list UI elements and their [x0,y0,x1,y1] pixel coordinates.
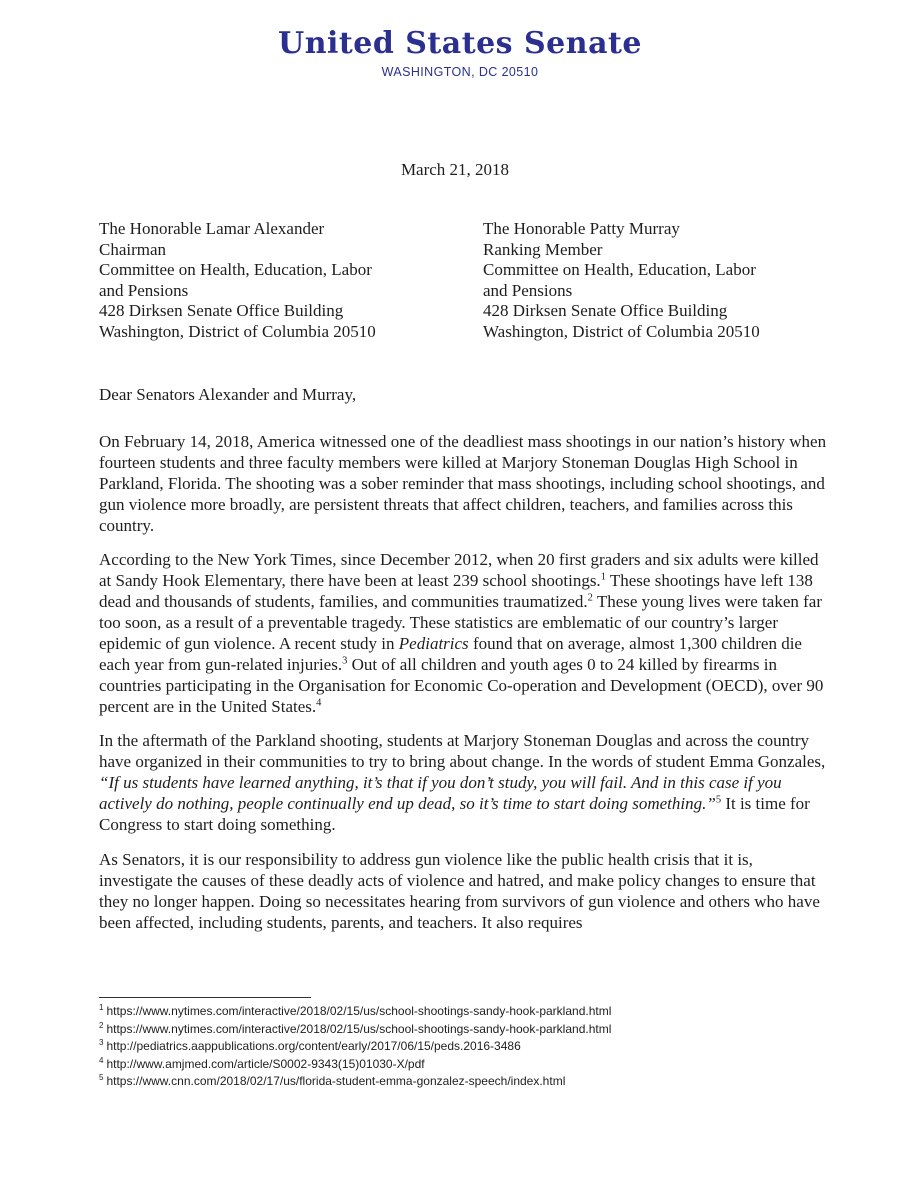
footnote: $^3$ http://pediatrics.aappublications.org/content/early/2017/06/15/peds.2016-3486 [99,1038,521,1054]
footnotes [99,1003,611,1091]
paragraph-4: As Senators, it is our responsibility to address gun violence like the public health crisis that it is, investigate the causes of these deadly acts of violence and hatred, and make policy changes to ensure that they no longer happen. Doing so necessitates hearing from survivors of gun violence and others who have been affected, including students, parents, and teachers. It also requires [99,850,820,932]
footnote-ref: 2 [587,592,593,604]
footnote: $^1$ https://www.nytimes.com/interactive/2018/02/15/us/school-shootings-sandy-hook-parkland.html [99,1003,612,1018]
paragraph-1: On February 14, 2018, America witnessed one of the deadliest mass shootings in our nation’s history when fourteen students and three faculty members were killed at Marjory Stoneman Douglas High School in Parkland, Florida. The shooting was a sober reminder that mass shootings, including school shootings, and gun violence more broadly, are persistent threats that affect children, teachers, and families across this country. [99,432,827,535]
footnote: $^4$ http://www.amjmed.com/article/S0002-9343(15)01030-X/pdf [99,1055,425,1071]
recipient-committee: Committee on Health, Education, Labor [483,260,756,279]
recipient-committee-cont: and Pensions [99,280,189,300]
footnote: $^2$ https://www.nytimes.com/interactive/2018/02/15/us/school-shootings-sandy-hook-parkland.html [99,1020,612,1036]
footnote: $^5$ https://www.cnn.com/2018/02/17/us/florida-student-emma-gonzalez-speech/index.html [99,1073,566,1089]
letter-date: March 21, 2018 [400,160,510,179]
footnote-link: https://www.nytimes.com/interactive/2018/02/15/us/school-shootings-sandy-hook-parkland.html [106,1021,612,1036]
recipient-title: Chairman [99,239,167,259]
footnote-ref: 3 [342,655,348,667]
footnote-ref: 1 [600,571,606,583]
recipient-building: 428 Dirksen Senate Office Building [99,301,344,320]
footnote-link: http://www.amjmed.com/article/S0002-9343(15)01030-X/pdf [106,1056,425,1071]
recipient-city: Washington, District of Columbia 20510 [99,321,376,341]
journal-title: Pediatrics [398,634,469,653]
recipient-title: Ranking Member [483,239,603,259]
recipient-committee: Committee on Health, Education, Labor [99,260,372,279]
footnote-ref: 5 [715,794,722,806]
letterhead-title: United States Senate [278,26,642,61]
footnote-link: https://www.cnn.com/2018/02/17/us/florida-student-emma-gonzalez-speech/index.html [106,1074,566,1089]
paragraph-3: In the aftermath of the Parkland shooting, students at Marjory Stoneman Douglas and across the country have organized in their communities to try to bring about change. In the words of student Emma Gonzales, “If us students have learned anything, it’s that if you don’t study, you will fail. And in this case if you actively do nothing, people continually end up dead, so it’s time to start doing something.”$^5$ It is time for Congress to start doing something. [99,731,826,834]
recipient-city: Washington, District of Columbia 20510 [483,321,760,341]
student-quote: “If us students have learned anything, it’s that if you don’t study, you will fail. And in this case if you actively do nothing, people continually end up dead, so it’s time to start doing something.” [99,773,782,813]
footnote-divider [99,997,311,998]
footnote-ref: 4 [316,697,322,709]
footnote-link: https://www.nytimes.com/interactive/2018/02/15/us/school-shootings-sandy-hook-parkland.html [106,1004,612,1018]
recipient-committee-cont: and Pensions [483,280,573,300]
letterhead [0,26,920,80]
paragraph-2: According to the New York Times, since December 2012, when 20 first graders and six adults were killed at Sandy Hook Elementary, there have been at least 239 school shootings.$^1$ These shootings have left 138 dead and thousands of students, families, and communities traumatized.$^2$ These young lives were taken far too soon, as a result of a preventable tragedy. These statistics are emblematic of our country’s larger epidemic of gun violence. A recent study in Pediatrics found that on average, almost 1,300 children die each year from gun-related injuries.$^3$ Out of all children and youth ages 0 to 24 killed by firearms in countries participating in the Organisation for Economic Co-operation and Development (OECD), over 90 percent are in the United States.$^4$ [99,550,824,716]
recipient-address-left [99,219,376,342]
recipient-building: 428 Dirksen Senate Office Building [483,301,728,320]
recipient-address-right [483,219,760,342]
letterhead-address: WASHINGTON, DC 20510 [381,65,539,79]
salutation: Dear Senators Alexander and Murray, [99,385,357,404]
footnote-link: http://pediatrics.aappublications.org/content/early/2017/06/15/peds.2016-3486 [106,1039,521,1054]
recipient-name: The Honorable Patty Murray [483,219,680,238]
recipient-name: The Honorable Lamar Alexander [99,219,325,238]
